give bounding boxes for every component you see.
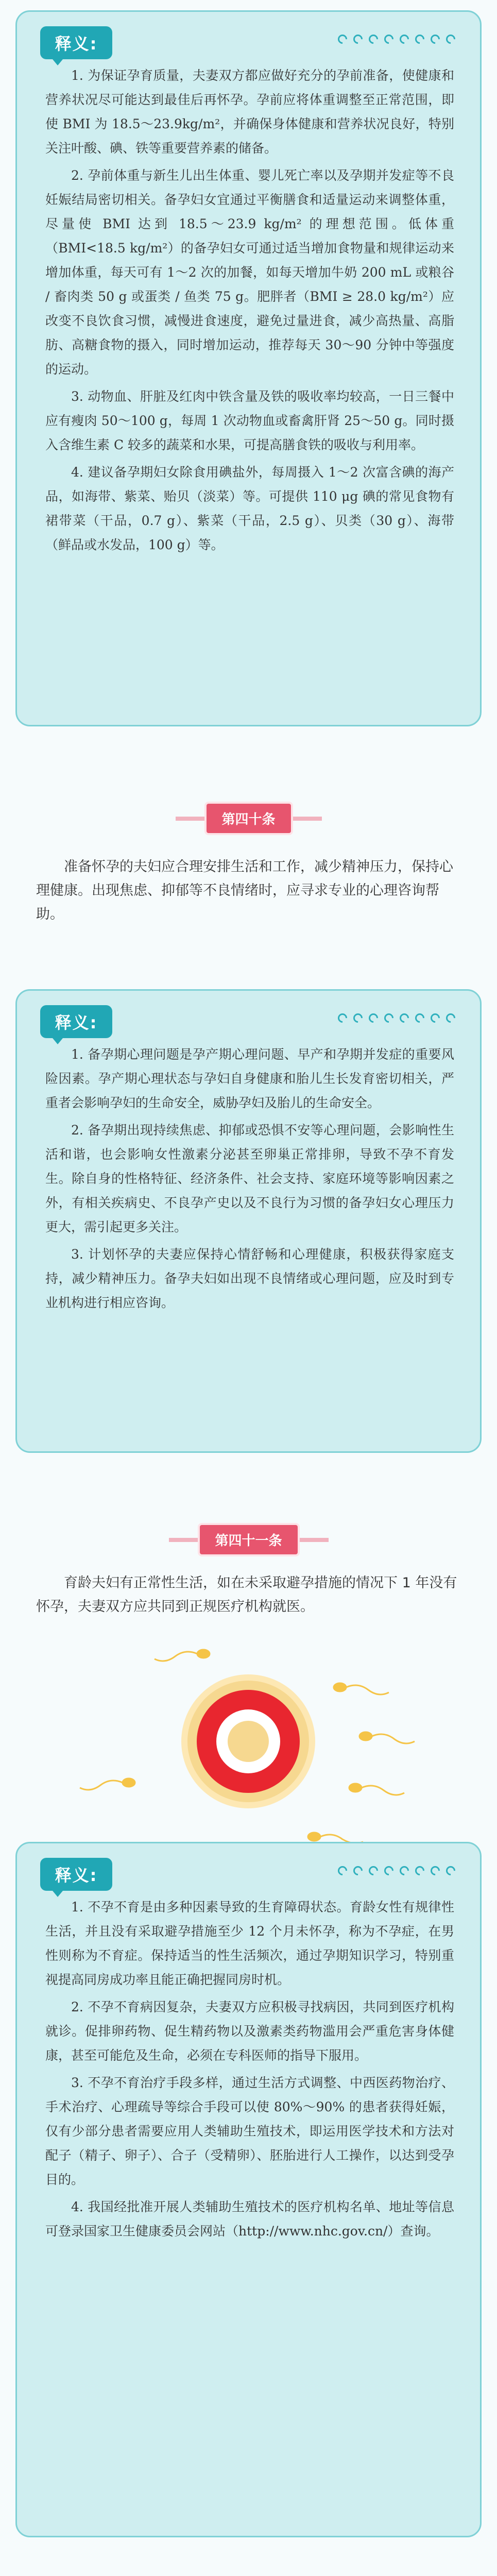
explanation-badge: 释义: bbox=[40, 26, 112, 59]
decorative-dots bbox=[338, 35, 455, 44]
explanation-paragraph: 4. 建议备孕期妇女除食用碘盐外，每周摄入 1～2 次富含碘的海产品，如海带、紫菜、贻贝（淡菜）等。可提供 110 μg 碘的常见食物有裙带菜（干品，0.7 g）、紫菜（干品，2.5 g）、贝类（30 g）、海带（鲜品或水发品，100 g）等。 bbox=[45, 465, 454, 552]
explanation-paragraph: 2. 不孕不育病因复杂，夫妻双方应积极寻找病因，共同到医疗机构就诊。促排卵药物、促生精药物以及激素类药物滥用会严重危害身体健康，甚至可能危及生命，必须在专科医师的指导下服用。 bbox=[45, 1999, 454, 2063]
article-text-41: 育龄夫妇有正常性生活，如在未采取避孕措施的情况下 1 年没有怀孕，夫妻双方应共同到正规医疗机构就医。 bbox=[36, 1575, 457, 1615]
explanation-badge: 释义: bbox=[40, 1005, 112, 1038]
explanation-paragraph: 2. 备孕期出现持续焦虑、抑郁或恐惧不安等心理问题，会影响性生活和谐，也会影响女性激素分泌甚至卵巢正常排卵，导致不孕不育发生。除自身的性格特征、经济条件、社会支持、家庭环境等影响因素之外，有相关疾病史、不良孕产史以及不良行为习惯的备孕妇女心理压力更大，需引起更多关注。 bbox=[45, 1123, 454, 1234]
explanation-paragraph: 4. 我国经批准开展人类辅助生殖技术的医疗机构名单、地址等信息可登录国家卫生健康委员会网站（http://www.nhc.gov.cn/）查询。 bbox=[45, 2199, 454, 2239]
article-label: 第四十条 bbox=[206, 804, 290, 833]
explanation-card-2 bbox=[15, 989, 482, 1453]
article-label: 第四十一条 bbox=[199, 1525, 297, 1554]
decorative-dots bbox=[338, 1866, 455, 1875]
explanation-paragraph: 1. 不孕不育是由多种因素导致的生育障碍状态。育龄女性有规律性生活，并且没有采取避孕措施至少 12 个月未怀孕，称为不孕症，在男性则称为不育症。保持适当的性生活频次，通过孕期知识学习，特别重视提高同房成功率且能正确把握同房时机。 bbox=[45, 1900, 454, 1987]
explanation-paragraph: 3. 计划怀孕的夫妻应保持心情舒畅和心理健康，积极获得家庭支持，减少精神压力。备孕夫妇如出现不良情绪或心理问题，应及时到专业机构进行相应咨询。 bbox=[45, 1247, 454, 1310]
explanation-paragraph: 2. 孕前体重与新生儿出生体重、婴儿死亡率以及孕期并发症等不良妊娠结局密切相关。备孕妇女宜通过平衡膳食和适量运动来调整体重，尽量使 BMI 达到 18.5～23.9 kg/m² 的理想范围。低体重（BMI<18.5 kg/m²）的备孕妇女可通过适当增加食物量和规律运动来增加体重，每天可有 1～2 次的加餐，如每天增加牛奶 200 mL 或粮谷 / 畜肉类 50 g 或蛋类 / 鱼类 75 g。肥胖者（BMI ≥ 28.0 kg/m²）应改变不良饮食习惯，减慢进食速度，避免过量进食，减少高热量、高脂肪、高糖食物的摄入，同时增加运动，推荐每天 30～90 分钟中等强度的运动。 bbox=[45, 168, 454, 377]
explanation-paragraph: 1. 备孕期心理问题是孕产期心理问题、早产和孕期并发症的重要风险因素。孕产期心理状态与孕妇自身健康和胎儿生长发育密切相关，严重者会影响孕妇的生命安全，威胁孕妇及胎儿的生命安全。 bbox=[45, 1047, 454, 1110]
egg-sperm-illustration-icon bbox=[0, 1633, 497, 1850]
explanation-badge: 释义: bbox=[40, 1858, 112, 1891]
article-text-40: 准备怀孕的夫妇应合理安排生活和工作，减少精神压力，保持心理健康。出现焦虑、抑郁等不良情绪时，应寻求专业的心理咨询帮助。 bbox=[36, 859, 453, 922]
explanation-card-1 bbox=[15, 10, 482, 726]
explanation-paragraph: 3. 不孕不育治疗手段多样，通过生活方式调整、中西医药物治疗、手术治疗、心理疏导等综合手段可以使 80%～90% 的患者获得妊娠，仅有少部分患者需要应用人类辅助生殖技术，即运用医学技术和方法对配子（精子、卵子）、合子（受精卵）、胚胎进行人工操作，以达到受孕目的。 bbox=[45, 2075, 454, 2187]
article-banner-40 bbox=[206, 804, 290, 833]
decorative-dots bbox=[338, 1013, 455, 1023]
explanation-paragraph: 1. 为保证孕育质量，夫妻双方都应做好充分的孕前准备，使健康和营养状况尽可能达到最佳后再怀孕。孕前应将体重调整至正常范围，即使 BMI 为 18.5～23.9kg/m²，并确保身体健康和营养状况良好，特别关注叶酸、碘、铁等重要营养素的储备。 bbox=[45, 68, 454, 156]
explanation-paragraph: 3. 动物血、肝脏及红肉中铁含量及铁的吸收率均较高，一日三餐中应有瘦肉 50～100 g，每周 1 次动物血或畜禽肝肾 25～50 g。同时摄入含维生素 C 较多的蔬菜和水果，可提高膳食铁的吸收与利用率。 bbox=[45, 389, 454, 452]
article-banner-41 bbox=[199, 1525, 297, 1554]
explanation-card-3 bbox=[15, 1842, 482, 2537]
